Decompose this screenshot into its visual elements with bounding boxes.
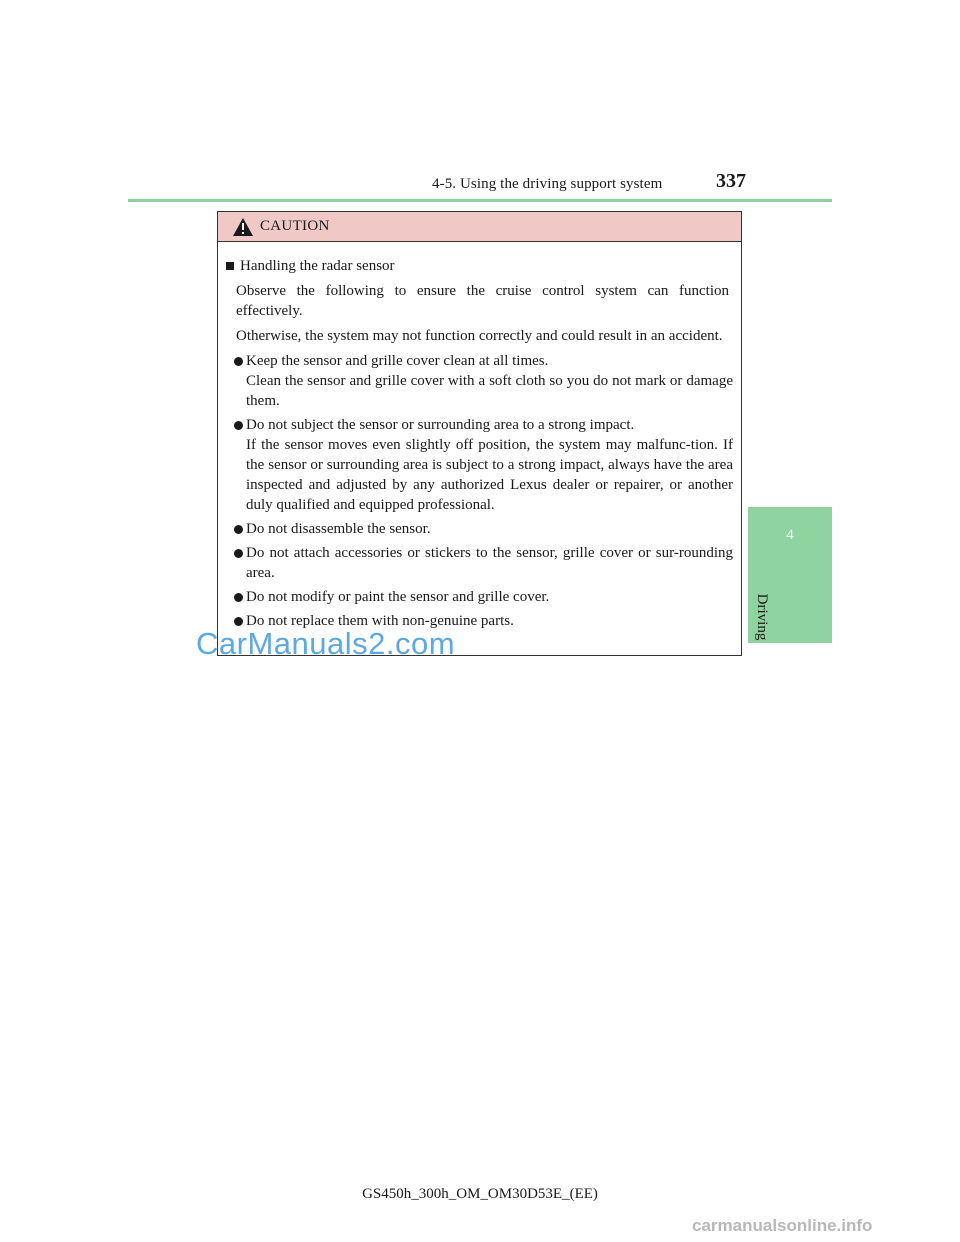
paragraph: Observe the following to ensure the cruise control system can function effectively. (236, 283, 729, 319)
square-bullet-icon (226, 262, 234, 270)
chapter-number: 4 (786, 527, 794, 543)
caution-box (217, 211, 742, 656)
list-item (234, 519, 733, 539)
list-item (234, 543, 733, 583)
chapter-tab (748, 507, 832, 643)
section-title: 4-5. Using the driving support system (432, 176, 663, 192)
bullet-detail: If the sensor moves even slightly off position, the system may malfunc-tion. If the sensor or surrounding area is subject to a strong impact, always have the area inspected and adjusted by any authorized Lexus dealer or repairer, or another duly qualified and equipped professional. (246, 437, 733, 513)
bullet-main: Do not subject the sensor or surrounding area to a strong impact. (246, 417, 635, 433)
page-number: 337 (716, 170, 746, 192)
bullet-main: Do not attach accessories or stickers to the sensor, grille cover or sur-rounding area. (246, 545, 733, 581)
list-item (234, 415, 733, 515)
warning-triangle-icon (232, 217, 254, 237)
round-bullet-icon (234, 549, 243, 558)
bullet-main: Do not replace them with non-genuine parts. (246, 613, 514, 629)
site-watermark[interactable]: carmanualsonline.info (692, 1216, 873, 1235)
paragraph: Otherwise, the system may not function correctly and could result in an accident. (236, 328, 723, 344)
caution-header (218, 212, 741, 242)
round-bullet-icon (234, 357, 243, 366)
heading-text: Handling the radar sensor (240, 258, 395, 274)
round-bullet-icon (234, 525, 243, 534)
bullet-main: Do not disassemble the sensor. (246, 521, 431, 537)
round-bullet-icon (234, 617, 243, 626)
bullet-detail: Clean the sensor and grille cover with a soft cloth so you do not mark or damage them. (246, 373, 733, 409)
caution-title: CAUTION (260, 218, 330, 234)
round-bullet-icon (234, 421, 243, 430)
header-divider (128, 199, 832, 202)
chapter-label: Driving (754, 593, 770, 641)
list-item (234, 587, 733, 607)
section-heading (226, 256, 733, 276)
bullet-main: Keep the sensor and grille cover clean at all times. (246, 353, 549, 369)
caution-body (218, 242, 741, 631)
bullet-main: Do not modify or paint the sensor and grille cover. (246, 589, 550, 605)
brand-watermark[interactable]: CarManuals2.com (196, 626, 456, 661)
document-code: GS450h_300h_OM_OM30D53E_(EE) (362, 1186, 598, 1202)
round-bullet-icon (234, 593, 243, 602)
list-item (234, 351, 733, 411)
